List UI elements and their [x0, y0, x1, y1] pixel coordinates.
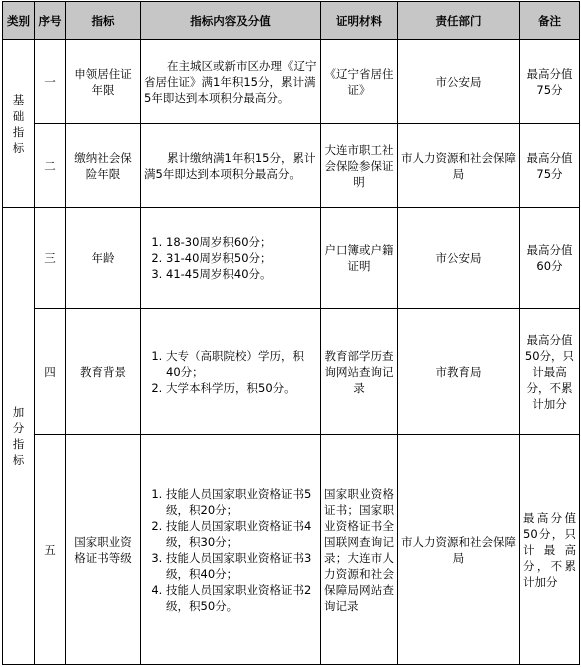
header-note: 备注	[520, 2, 580, 40]
category-char: 标	[12, 453, 25, 467]
row-proof: 教育部学历查询网站查询记录	[321, 309, 398, 435]
row-note: 最高分值50分，只计最高分，不累计加分	[520, 309, 580, 435]
category-char: 指	[12, 124, 25, 139]
row-indicator: 缴纳社会保险年限	[66, 124, 141, 208]
row-indicator: 教育背景	[66, 309, 141, 435]
category-bonus	[3, 208, 35, 665]
content-list	[144, 486, 317, 614]
category-char: 标	[12, 140, 25, 155]
points-table	[2, 1, 580, 665]
row-dept: 市公安局	[398, 208, 520, 309]
row-content	[141, 40, 321, 124]
row-content	[141, 208, 321, 309]
row-seq: 一	[35, 40, 66, 124]
header-seq: 序号	[35, 2, 66, 40]
content-item: 3. 技能人员国家职业资格证书3级，积40分；	[166, 550, 317, 582]
content-list	[144, 234, 317, 282]
row-seq: 二	[35, 124, 66, 208]
row-content	[141, 124, 321, 208]
table-row	[3, 435, 580, 665]
header-content: 指标内容及分值	[141, 2, 321, 40]
table-row	[3, 208, 580, 309]
row-proof: 国家职业资格证书；国家职业资格证书全国联网查询记录；大连市人力资源和社会保障局网站查询记录	[321, 435, 398, 665]
row-note: 最高分值50分，只计最高分，不累计加分	[520, 435, 580, 665]
row-dept: 市人力资源和社会保障局	[398, 435, 520, 665]
header-dept: 责任部门	[398, 2, 520, 40]
category-basic	[3, 40, 35, 208]
row-note: 最高分值60分	[520, 208, 580, 309]
row-content	[141, 309, 321, 435]
row-indicator: 申领居住证年限	[66, 40, 141, 124]
content-item: 2. 大学本科学历，积50分。	[166, 380, 317, 396]
content-item: 1. 技能人员国家职业资格证书5级，积20分；	[166, 486, 317, 518]
row-note: 最高分值75分	[520, 40, 580, 124]
header-proof: 证明材料	[321, 2, 398, 40]
header-category: 类别	[3, 2, 35, 40]
category-char: 指	[12, 437, 25, 451]
category-char: 础	[12, 108, 25, 123]
table-row	[3, 40, 580, 124]
category-char: 分	[12, 421, 25, 435]
row-proof: 《辽宁省居住证》	[321, 40, 398, 124]
category-char: 加	[12, 405, 25, 419]
row-proof: 户口簿或户籍证明	[321, 208, 398, 309]
row-dept: 市人力资源和社会保障局	[398, 124, 520, 208]
row-dept: 市公安局	[398, 40, 520, 124]
content-item: 1. 18-30周岁积60分；	[166, 234, 317, 250]
content-item: 4. 技能人员国家职业资格证书2级，积50分。	[166, 582, 317, 614]
row-dept: 市教育局	[398, 309, 520, 435]
content-item: 2. 31-40周岁积50分；	[166, 250, 317, 266]
row-indicator: 国家职业资格证书等级	[66, 435, 141, 665]
row-proof: 大连市职工社会保险参保证明	[321, 124, 398, 208]
content-list	[144, 348, 317, 396]
content-text: 累计缴纳满1年积15分，累计满5年即达到本项积分最高分。	[144, 150, 316, 181]
table-row	[3, 309, 580, 435]
row-seq: 五	[35, 435, 66, 665]
content-text: 在主城区或新市区办理《辽宁省居住证》满1年积15分，累计满5年即达到本项积分最高分。	[144, 58, 317, 105]
header-indicator: 指标	[66, 2, 141, 40]
row-seq: 三	[35, 208, 66, 309]
header-row	[3, 2, 580, 40]
content-item: 3. 41-45周岁积40分。	[166, 266, 317, 282]
content-item: 1. 大专（高职院校）学历，积40分；	[166, 348, 317, 380]
category-char: 基	[12, 92, 25, 107]
row-content	[141, 435, 321, 665]
content-item: 2. 技能人员国家职业资格证书4级，积30分；	[166, 518, 317, 550]
row-note: 最高分值75分	[520, 124, 580, 208]
row-indicator: 年龄	[66, 208, 141, 309]
table-row	[3, 124, 580, 208]
row-seq: 四	[35, 309, 66, 435]
